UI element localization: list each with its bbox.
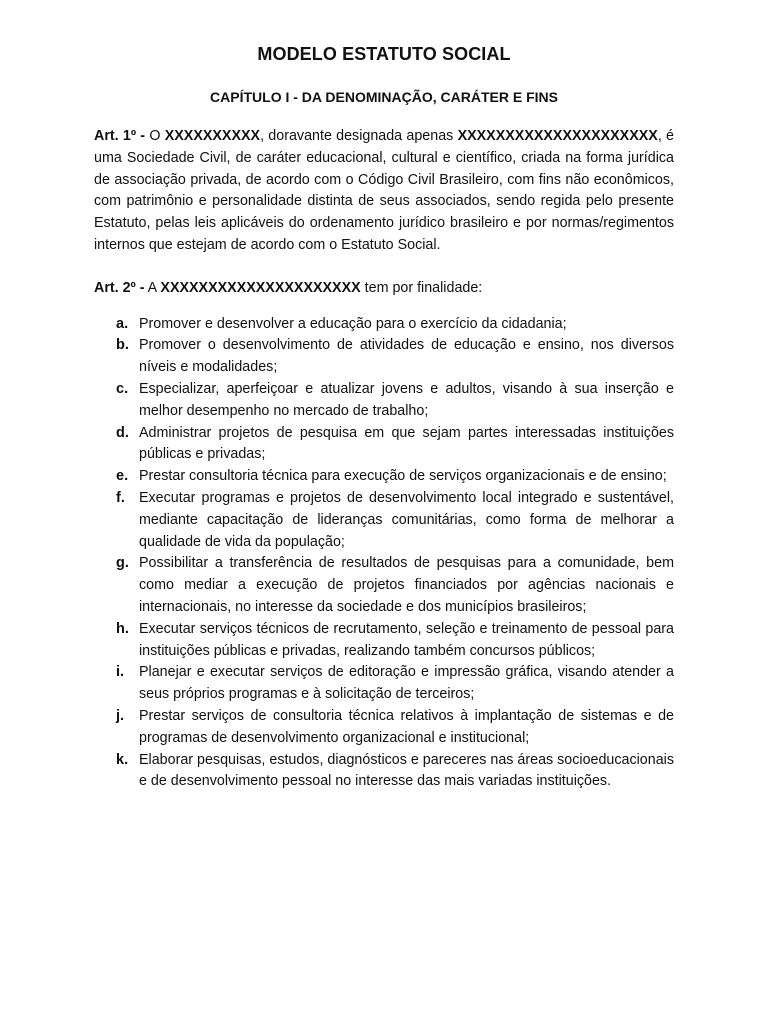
list-item-letter: a.: [116, 315, 129, 332]
list-item-letter: k.: [116, 751, 129, 768]
list-item-text: Elaborar pesquisas, estudos, diagnósticos e pareceres nas áreas socioeducacionais e de desenvolvimento pessoal no interesse das mais variadas instituições.: [139, 751, 674, 790]
list-item-text: Executar serviços técnicos de recrutamento, seleção e treinamento de pessoal para instituições públicas e privadas, realizando também concursos públicos;: [139, 620, 674, 659]
list-item: [94, 379, 674, 423]
list-item-letter: d.: [116, 424, 129, 441]
article-1-text-1: O: [145, 128, 165, 144]
article-2-text-2: tem por finalidade:: [360, 279, 483, 296]
list-item: [94, 314, 674, 336]
article-2-entity-name: XXXXXXXXXXXXXXXXXXXXX: [160, 279, 361, 296]
article-2: [94, 278, 674, 300]
list-item: [94, 466, 674, 488]
list-item-text: Prestar consultoria técnica para execução de serviços organizacionais e de ensino;: [139, 468, 667, 485]
article-1-entity-name: XXXXXXXXXX: [164, 128, 261, 144]
list-item-text: Administrar projetos de pesquisa em que sejam partes interessadas instituições públicas e privadas;: [139, 424, 674, 463]
article-1-text-3: , é uma Sociedade Civil, de caráter educacional, cultural e científico, criada na forma jurídica de associação privada, de acordo com o Código Civil Brasileiro, com fins não econômicos, com patrimônio e personalidade distinta de seus associados, sendo regida pelo presente Estatuto, pelas leis aplicáveis do ordenamento jurídico brasileiro e por normas/regimentos internos que estejam de acordo com o Estatuto Social.: [94, 128, 675, 253]
purposes-list: [94, 314, 674, 794]
list-item-letter: b.: [116, 337, 129, 354]
article-2-label: Art. 2º -: [94, 279, 145, 296]
article-1: [94, 126, 674, 257]
list-item-letter: h.: [116, 620, 129, 637]
list-item-letter: c.: [116, 380, 129, 397]
list-item: [94, 423, 674, 467]
list-item: [94, 553, 674, 618]
list-item-letter: g.: [116, 555, 129, 572]
list-item-text: Planejar e executar serviços de editoração e impressão gráfica, visando atender a seus próprios programas e à solicitação de terceiros;: [139, 664, 674, 703]
list-item-letter: i.: [116, 664, 125, 681]
chapter-heading: CAPÍTULO I - DA DENOMINAÇÃO, CARÁTER E FINS: [210, 89, 558, 105]
list-item-text: Promover e desenvolver a educação para o exercício da cidadania;: [139, 315, 567, 332]
list-item: [94, 706, 674, 750]
article-2-text-1: A: [144, 279, 161, 296]
list-item-text: Prestar serviços de consultoria técnica relativos à implantação de sistemas e de programas de desenvolvimento organizacional e institucional;: [139, 707, 674, 746]
list-item-text: Promover o desenvolvimento de atividades de educação e ensino, nos diversos níveis e modalidades;: [139, 337, 674, 376]
list-item-text: Executar programas e projetos de desenvolvimento local integrado e sustentável, mediante capacitação de lideranças comunitárias, como forma de melhorar a qualidade de vida da população;: [139, 489, 674, 550]
document-title: MODELO ESTATUTO SOCIAL: [257, 44, 511, 64]
list-item-letter: j.: [116, 707, 125, 724]
list-item: [94, 335, 674, 379]
list-item-letter: e.: [116, 468, 129, 485]
list-item-text: Possibilitar a transferência de resultados de pesquisas para a comunidade, bem como mediar a execução de projetos financiados por agências nacionais e internacionais, no interesse da sociedade e dos municípios brasileiros;: [139, 555, 674, 615]
list-item: [94, 619, 674, 663]
article-1-label: Art. 1º -: [94, 128, 146, 144]
article-1-text-2: , doravante designada apenas: [260, 128, 458, 144]
list-item-letter: f.: [116, 489, 125, 506]
list-item: [94, 750, 674, 794]
list-item: [94, 488, 674, 553]
list-item-text: Especializar, aperfeiçoar e atualizar jovens e adultos, visando à sua inserção e melhor desempenho no mercado de trabalho;: [139, 380, 674, 419]
article-1-entity-short-name: XXXXXXXXXXXXXXXXXXXXX: [457, 128, 658, 144]
list-item: [94, 662, 674, 706]
